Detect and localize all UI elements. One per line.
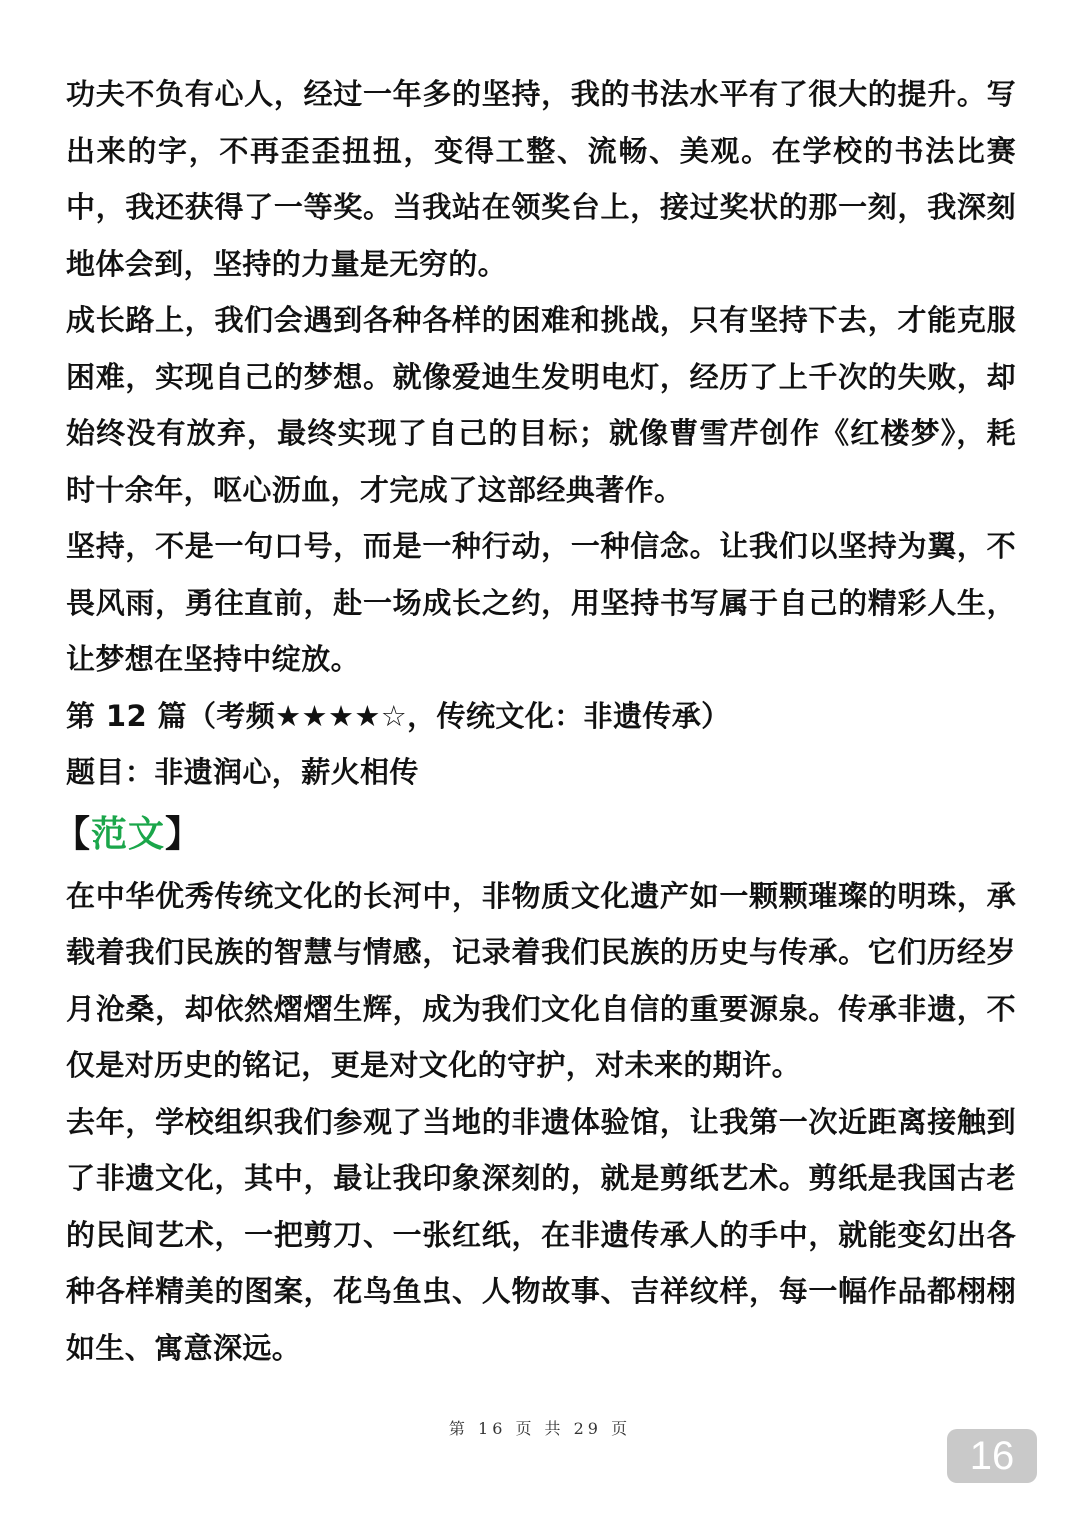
document-page: [54, 66, 1016, 1376]
article-heading: 第 12 篇（考频★★★★☆，传统文化：非遗传承）: [66, 698, 731, 733]
paragraph-growth-challenges: 成长路上，我们会遇到各种各样的困难和挑战，只有坚持下去，才能克服困难，实现自己的梦想。就像爱迪生发明电灯，经历了上千次的失败，却始终没有放弃，最终实现了自己的目标；就像曹雪芹创作《红楼梦》，耗时十余年，呕心沥血，才完成了这部经典著作。: [66, 303, 1016, 507]
page-number-badge: 16: [947, 1429, 1037, 1483]
model-essay-label: [54, 815, 1016, 855]
paragraph-intangible-heritage-intro: 在中华优秀传统文化的长河中，非物质文化遗产如一颗颗璀璨的明珠，承载着我们民族的智慧与情感，记录着我们民族的历史与传承。它们历经岁月沧桑，却依然熠熠生辉，成为我们文化自信的重要源泉。传承非遗，不仅是对历史的铭记，更是对文化的守护，对未来的期许。: [66, 878, 1016, 1082]
model-essay-label-text: 范文: [91, 813, 166, 855]
bracket-open: 【: [54, 813, 92, 855]
page-footer: 第 16 页 共 29 页: [448, 1419, 632, 1438]
paragraph-paper-cutting: 去年，学校组织我们参观了当地的非遗体验馆，让我第一次近距离接触到了非遗文化，其中，最让我印象深刻的，就是剪纸艺术。剪纸是我国古老的民间艺术，一把剪刀、一张红纸，在非遗传承人的手中，就能变幻出各种各样精美的图案，花鸟鱼虫、人物故事、吉祥纹样，每一幅作品都栩栩如生、寓意深远。: [66, 1104, 1016, 1365]
article-title: 题目：非遗润心，薪火相传: [66, 755, 419, 789]
paragraph-calligraphy-progress: 功夫不负有心人，经过一年多的坚持，我的书法水平有了很大的提升。写出来的字，不再歪歪扭扭，变得工整、流畅、美观。在学校的书法比赛中，我还获得了一等奖。当我站在领奖台上，接过奖状的那一刻，我深刻地体会到，坚持的力量是无穷的。: [66, 77, 1016, 281]
bracket-close: 】: [165, 813, 203, 855]
paragraph-persistence-conclusion: 坚持，不是一句口号，而是一种行动，一种信念。让我们以坚持为翼，不畏风雨，勇往直前，赴一场成长之约，用坚持书写属于自己的精彩人生，让梦想在坚持中绽放。: [66, 529, 1016, 676]
